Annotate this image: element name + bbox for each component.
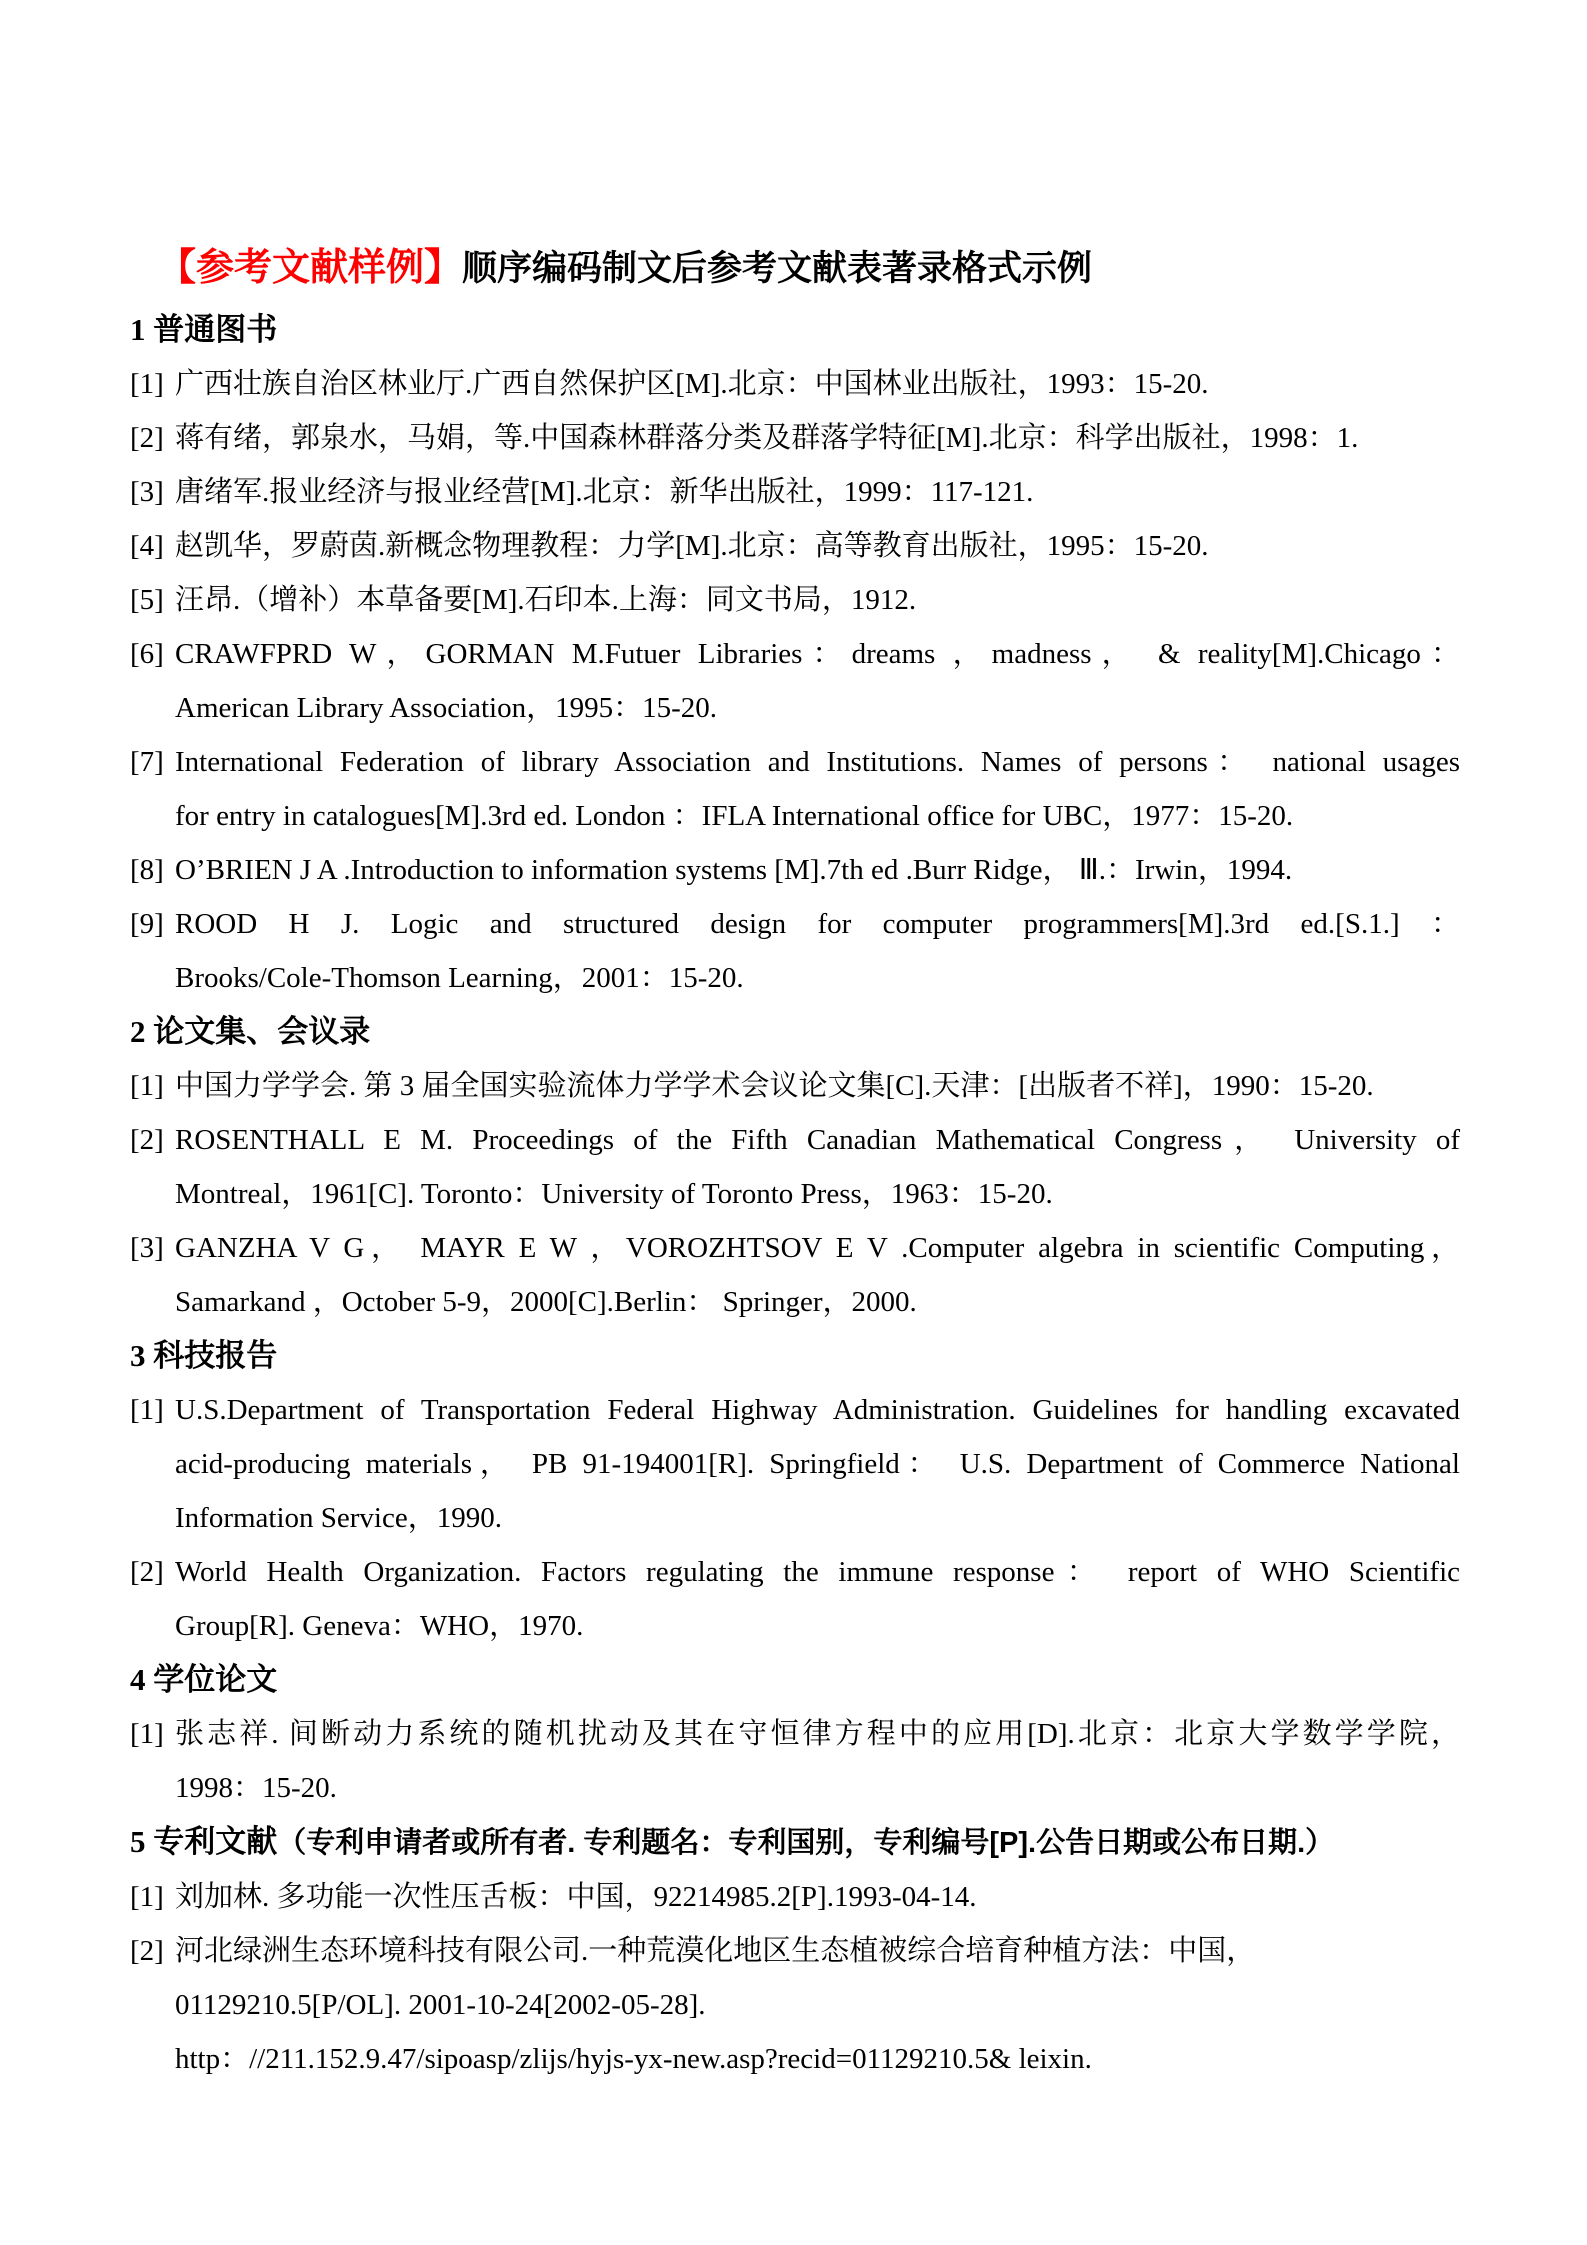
reference-number: [2] xyxy=(130,1935,164,1967)
section-heading-label: 3 科技报告 xyxy=(130,1338,278,1373)
reference-line: 广西壮族自治区林业厅.广西自然保护区[M].北京：中国林业出版社，1993：15-20. xyxy=(175,368,1209,400)
reference-number: [1] xyxy=(130,1881,164,1913)
reference-line: 1998：15-20. xyxy=(175,1772,337,1804)
reference-item xyxy=(130,357,1460,411)
section-heading-label: 4 学位论文 xyxy=(130,1662,278,1697)
reference-line: 01129210.5[P/OL]. 2001-10-24[2002-05-28]. xyxy=(175,1989,706,2021)
reference-item xyxy=(130,1924,1460,2086)
reference-number: [2] xyxy=(130,1556,164,1588)
reference-line: 唐绪军.报业经济与报业经营[M].北京：新华出版社，1999：117-121. xyxy=(175,476,1034,508)
reference-number: [8] xyxy=(130,854,164,886)
section-heading xyxy=(130,1815,1460,1870)
reference-item xyxy=(130,1383,1460,1545)
reference-line: 中国力学学会. 第 3 届全国实验流体力学学术会议论文集[C].天津：[出版者不祥]，1990：15-20. xyxy=(175,1070,1374,1102)
reference-line: Samarkand ，October 5-9，2000[C].Berlin： Springer，2000. xyxy=(175,1286,917,1318)
reference-number: [6] xyxy=(130,638,164,670)
reference-line: ROSENTHALL E M. Proceedings of the Fifth Canadian Mathematical Congress， University of xyxy=(175,1124,1460,1156)
section-heading-format-note: （专利申请者或所有者. 专利题名：专利国别，专利编号[P].公告日期或公布日期.） xyxy=(277,1827,1335,1859)
section-heading xyxy=(130,1005,1460,1059)
reference-number: [4] xyxy=(130,530,164,562)
reference-item xyxy=(130,411,1460,465)
reference-number: [3] xyxy=(130,476,164,508)
reference-number: [9] xyxy=(130,908,164,940)
section-heading xyxy=(130,1329,1460,1383)
reference-item xyxy=(130,627,1460,735)
reference-line: 蒋有绪，郭泉水，马娟，等.中国森林群落分类及群落学特征[M].北京：科学出版社，1998：1. xyxy=(175,422,1359,454)
reference-line: acid-producing materials， PB 91-194001[R]. Springfield： U.S. Department of Commerce National xyxy=(175,1448,1460,1480)
reference-line: GANZHA V G， MAYR E W ，VOROZHTSOV E V .Computer algebra in scientific Computing， xyxy=(175,1232,1460,1264)
reference-item xyxy=(130,843,1460,897)
reference-item xyxy=(130,1221,1460,1329)
reference-item xyxy=(130,1870,1460,1924)
reference-line: Group[R]. Geneva：WHO，1970. xyxy=(175,1610,584,1642)
reference-item xyxy=(130,1059,1460,1113)
reference-line: World Health Organization. Factors regulating the immune response： report of WHO Scientific xyxy=(175,1556,1460,1588)
title-text: 顺序编码制文后参考文献表著录格式示例 xyxy=(462,249,1093,288)
section xyxy=(130,1005,1460,1329)
reference-line: CRAWFPRD W，GORMAN M.Futuer Libraries：dreams ，madness， & reality[M].Chicago： xyxy=(175,638,1460,670)
reference-line: 河北绿洲生态环境科技有限公司.一种荒漠化地区生态植被综合培育种植方法：中国， xyxy=(175,1935,1256,1967)
page-title xyxy=(130,241,1460,303)
section xyxy=(130,1815,1460,2086)
reference-number: [2] xyxy=(130,1124,164,1156)
references-list xyxy=(130,303,1460,2086)
reference-item xyxy=(130,897,1460,1005)
reference-item xyxy=(130,519,1460,573)
reference-line: International Federation of library Association and Institutions. Names of persons： national usages xyxy=(175,746,1460,778)
reference-line: O’BRIEN J A .Introduction to information systems [M].7th ed .Burr Ridge， Ⅲ.：Irwin，1994. xyxy=(175,854,1293,886)
reference-number: [1] xyxy=(130,1394,164,1426)
reference-item xyxy=(130,573,1460,627)
title-bracket-label: 【参考文献样例】 xyxy=(158,247,463,289)
reference-item xyxy=(130,735,1460,843)
reference-number: [3] xyxy=(130,1232,164,1264)
section xyxy=(130,1329,1460,1653)
section-heading xyxy=(130,303,1460,357)
section xyxy=(130,303,1460,1005)
reference-line: 刘加林. 多功能一次性压舌板：中国，92214985.2[P].1993-04-14. xyxy=(175,1881,977,1913)
reference-number: [5] xyxy=(130,584,164,616)
section xyxy=(130,1653,1460,1815)
document-content xyxy=(130,241,1460,2086)
reference-line: American Library Association，1995：15-20. xyxy=(175,692,718,724)
reference-item xyxy=(130,1707,1460,1815)
reference-line: U.S.Department of Transportation Federal Highway Administration. Guidelines for handling excavated xyxy=(175,1394,1460,1426)
reference-line: 赵凯华，罗蔚茵.新概念物理教程：力学[M].北京：高等教育出版社，1995：15-20. xyxy=(175,530,1209,562)
reference-number: [1] xyxy=(130,1718,164,1750)
reference-item xyxy=(130,1545,1460,1653)
reference-number: [1] xyxy=(130,1070,164,1102)
reference-number: [1] xyxy=(130,368,164,400)
section-heading-label: 5 专利文献 xyxy=(130,1824,278,1859)
reference-item xyxy=(130,465,1460,519)
reference-number: [2] xyxy=(130,422,164,454)
reference-line: Brooks/Cole-Thomson Learning，2001：15-20. xyxy=(175,962,744,994)
section-heading xyxy=(130,1653,1460,1707)
reference-line: ROOD H J. Logic and structured design for computer programmers[M].3rd ed.[S.1.] ： xyxy=(175,908,1460,940)
reference-line: Information Service，1990. xyxy=(175,1502,502,1534)
reference-line: http：//211.152.9.47/sipoasp/zlijs/hyjs-yx-new.asp?recid=01129210.5& leixin. xyxy=(175,2043,1092,2075)
reference-item xyxy=(130,1113,1460,1221)
reference-line: Montreal，1961[C]. Toronto：University of Toronto Press，1963：15-20. xyxy=(175,1178,1053,1210)
reference-line: 张志祥. 间断动力系统的随机扰动及其在守恒律方程中的应用[D].北京：北京大学数学学院， xyxy=(175,1718,1460,1750)
reference-number: [7] xyxy=(130,746,164,778)
reference-line: 汪昂.（增补）本草备要[M].石印本.上海：同文书局，1912. xyxy=(175,584,917,616)
section-heading-label: 1 普通图书 xyxy=(130,312,278,347)
section-heading-label: 2 论文集、会议录 xyxy=(130,1014,371,1049)
reference-line: for entry in catalogues[M].3rd ed. London ：IFLA International office for UBC，1977：15-20. xyxy=(175,800,1294,832)
